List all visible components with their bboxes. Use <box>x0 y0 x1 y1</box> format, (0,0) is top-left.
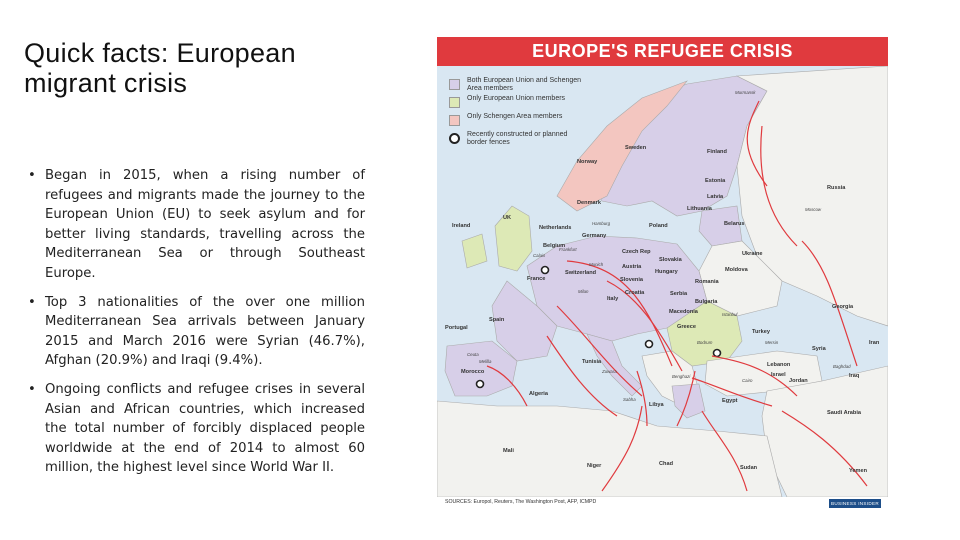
map-title: EUROPE'S REFUGEE CRISIS <box>532 41 793 61</box>
map-label-macedonia: Macedonia <box>669 309 698 315</box>
publisher-logo: BUSINESS INSIDER <box>829 499 881 508</box>
bullet-marker: • <box>28 168 36 183</box>
map-city-munich: Munich <box>589 262 604 267</box>
map-label-slovakia: Slovakia <box>659 257 682 263</box>
bullet-text: Top 3 nationalities of the over one million Mediterranean Sea arrivals between January 2015 and March 2016 were Syrian (46.7%), Afghan (20.9%) and Iraqi (9.4%). <box>45 294 365 369</box>
map-label-jordan: Jordan <box>789 378 808 384</box>
ireland-shape <box>462 234 487 268</box>
bullet-item <box>28 380 365 478</box>
map-city-benghazi: Benghazi <box>672 374 691 379</box>
map-label-mali: Mali <box>503 448 514 454</box>
bullet-marker: • <box>28 381 36 397</box>
map-label-syria: Syria <box>812 346 826 352</box>
legend-swatch <box>449 97 460 108</box>
map-label-lebanon: Lebanon <box>767 362 791 368</box>
map-label-czech: Czech Rep <box>622 249 651 255</box>
map-label-libya: Libya <box>649 402 664 408</box>
map-label-germany: Germany <box>582 233 607 239</box>
bullet-item <box>28 293 365 371</box>
legend-label: Recently constructed or planned border fences <box>467 131 568 146</box>
uk-shape <box>495 206 532 271</box>
map-label-egypt: Egypt <box>722 398 738 404</box>
legend-swatch <box>449 79 460 90</box>
map-city-milan: Milan <box>578 289 589 294</box>
map-label-saudi-arabia: Saudi Arabia <box>827 410 861 416</box>
map-label-latvia: Latvia <box>707 194 724 200</box>
map-label-portugal: Portugal <box>445 325 468 331</box>
map-city-frankfurt: Frankfurt <box>559 247 577 252</box>
map-label-ireland: Ireland <box>452 223 471 229</box>
map-city-mersin: Mersin <box>765 340 779 345</box>
map-label-croatia: Croatia <box>625 290 645 296</box>
map-city-melilla: Melilla <box>479 359 492 364</box>
fence-icon <box>449 133 460 144</box>
map-city-zuwara: Zuwara <box>602 369 617 374</box>
map-label-iraq: Iraq <box>849 373 860 379</box>
map-label-russia: Russia <box>827 185 846 191</box>
map-label-uk: UK <box>503 215 512 221</box>
map-city-sabha: Sabha <box>623 397 636 402</box>
map-label-ukraine: Ukraine <box>742 251 763 257</box>
fence-marker <box>714 350 721 357</box>
map-label-sweden: Sweden <box>625 145 647 151</box>
map-label-poland: Poland <box>649 223 668 229</box>
map-label-slovenia: Slovenia <box>620 277 644 283</box>
map-city-calais: Calais <box>533 253 546 258</box>
map-city-baghdad: Baghdad <box>833 364 851 369</box>
slide-title: Quick facts: European migrant crisis <box>24 38 296 98</box>
bullet-marker: • <box>28 294 36 310</box>
map-city-cairo: Cairo <box>742 378 753 383</box>
map-city-bodrum: Bodrum <box>697 340 713 345</box>
map-city-murmansk: Murmansk <box>735 90 756 95</box>
map-label-georgia: Georgia <box>832 304 854 310</box>
map-label-belarus: Belarus <box>724 221 745 227</box>
map-city-ceuta: Ceuta <box>467 352 479 357</box>
map-sources: SOURCES: Europol, Reuters, The Washington Post, AFP, ICMPD <box>445 499 597 505</box>
map-label-serbia: Serbia <box>670 291 688 297</box>
bullet-item <box>28 166 365 284</box>
map-label-romania: Romania <box>695 279 719 285</box>
map-label-estonia: Estonia <box>705 178 726 184</box>
map-label-lithuania: Lithuania <box>687 206 712 212</box>
map-label-italy: Italy <box>607 296 619 302</box>
map-label-spain: Spain <box>489 317 505 323</box>
map-city-moscow: Moscow <box>805 207 822 212</box>
map-label-moldova: Moldova <box>725 267 748 273</box>
map-label-bulgaria: Bulgaria <box>695 299 718 305</box>
legend-label: Only Schengen Area members <box>467 113 563 120</box>
italy-shape <box>587 334 642 396</box>
map-label-hungary: Hungary <box>655 269 678 275</box>
map-label-tunisia: Tunisia <box>582 359 602 365</box>
map-label-belgium: Belgium <box>543 243 566 249</box>
bullet-list <box>28 166 365 487</box>
legend-swatch <box>449 115 460 126</box>
fence-marker <box>542 267 549 274</box>
north-africa-shape <box>437 401 782 497</box>
map-label-yemen: Yemen <box>849 468 868 474</box>
map-label-norway: Norway <box>577 159 598 165</box>
fence-marker <box>646 341 653 348</box>
refugee-crisis-map <box>437 37 888 511</box>
greece-shape <box>672 384 705 418</box>
map-label-israel: Israel <box>771 372 786 378</box>
map-label-finland: Finland <box>707 149 727 155</box>
map-label-austria: Austria <box>622 264 642 270</box>
legend-label: Only European Union members <box>467 95 566 102</box>
map-label-algeria: Algeria <box>529 391 548 397</box>
map-label-niger: Niger <box>587 463 602 469</box>
map-label-netherlands: Netherlands <box>539 225 572 231</box>
map-label-turkey: Turkey <box>752 329 770 335</box>
map-city-istanbul: Istanbul <box>722 312 738 317</box>
map-label-denmark: Denmark <box>577 200 601 206</box>
bullet-text: Began in 2015, when a rising number of refugees and migrants made the journey to the European Union (EU) to seek asylum and for better living standards, travelling across the Mediterranean Sea or through Southeast Europe. <box>45 168 365 281</box>
map-label-france: France <box>527 276 546 282</box>
map-label-sudan: Sudan <box>740 465 758 471</box>
map-label-greece: Greece <box>677 324 696 330</box>
route-arrow <box>637 371 647 426</box>
map-label-iran: Iran <box>869 340 880 346</box>
map-city-hamburg: Hamburg <box>592 221 611 226</box>
fence-marker <box>477 381 484 388</box>
bullet-text: Ongoing conflicts and refugee crises in several Asian and African countries, which increased the total number of forcibly displaced people worldwide at the end of 2014 to almost 60 million, the highest level since World War II. <box>45 381 365 476</box>
map-label-chad: Chad <box>659 461 673 467</box>
legend-label: Both European Union and Schengen Area members <box>467 77 582 92</box>
map-label-morocco: Morocco <box>461 369 485 375</box>
map-label-switzerland: Switzerland <box>565 270 597 276</box>
